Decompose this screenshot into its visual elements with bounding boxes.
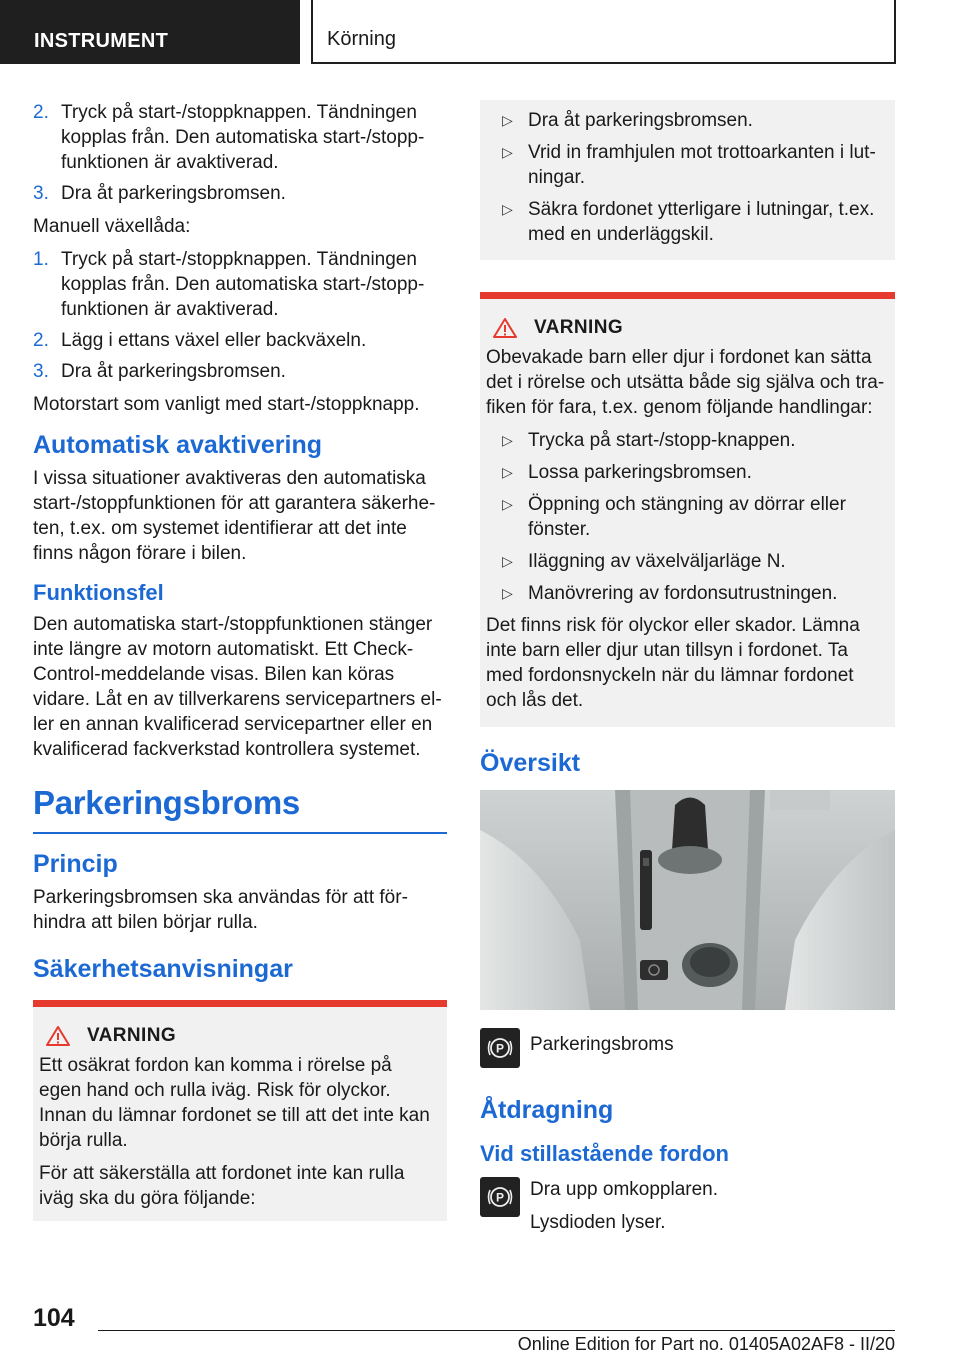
chapter-tab: Körning bbox=[311, 0, 896, 64]
list-item: ▷ Dra åt parkeringsbromsen. bbox=[502, 110, 753, 131]
list-item: 3. Dra åt parkeringsbromsen. bbox=[33, 183, 286, 204]
triangle-bullet-icon: ▷ bbox=[502, 585, 513, 601]
list-item: ▷ Säkra fordonet ytterligare i lutningar, t.ex. med en underläggskil. bbox=[502, 199, 875, 245]
steps-list-automatic bbox=[33, 100, 447, 206]
steps-list-manual bbox=[33, 247, 447, 384]
auto-deactivation-heading: Automatisk avaktivering bbox=[33, 431, 322, 459]
warning-intro: Obevakade barn eller djur i fordonet kan sätta det i rörelse och utsätta både sig själva och tra-fiken för fara, t.ex. genom följande handlingar: bbox=[486, 347, 885, 418]
principle-text: Parkeringsbromsen ska användas för att för-hindra att bilen börjar rulla. bbox=[33, 887, 408, 933]
list-item: ▷ Lossa parkeringsbromsen. bbox=[502, 462, 752, 483]
warning-text: Ett osäkrat fordon kan komma i rörelse på egen hand och rulla iväg. Risk för olyckor. Innan du lämnar fordonet se till att det inte kan börja rulla. bbox=[39, 1055, 430, 1151]
auto-deactivation-text: I vissa situationer avaktiveras den automatiska start-/stoppfunktionen för att garantera säkerhe-ten, t.ex. om systemet identifierar att det inte finns någon förare i bilen. bbox=[33, 468, 436, 564]
list-item: ▷ Iläggning av växelväljarläge N. bbox=[502, 551, 786, 572]
warning-triangle-icon bbox=[45, 1025, 71, 1047]
triangle-bullet-icon: ▷ bbox=[502, 112, 513, 128]
list-item: ▷ Manövrering av fordonsutrustningen. bbox=[502, 583, 838, 604]
title-divider bbox=[33, 832, 447, 834]
malfunction-heading: Funktionsfel bbox=[33, 580, 164, 605]
list-item: ▷ Öppning och stängning av dörrar eller fönster. bbox=[502, 494, 846, 540]
warning-outro: Det finns risk för olyckor eller skador. Lämna inte barn eller djur utan tillsyn i fordonet. Ta med fordonsnyckeln när du lämnar fordonet och lås det. bbox=[486, 615, 860, 711]
triangle-bullet-icon: ▷ bbox=[502, 553, 513, 569]
warning-box bbox=[33, 1000, 447, 1221]
principle-heading: Princip bbox=[33, 850, 118, 878]
list-item: 1. Tryck på start-/stoppknappen. Tändningen kopplas från. Den automatiska start-/stopp-funktionen är avaktiverad. bbox=[33, 249, 425, 320]
bullet-list bbox=[486, 428, 887, 606]
left-column bbox=[33, 100, 447, 1221]
motorstart-text: Motorstart som vanligt med start-/stoppknapp. bbox=[33, 394, 420, 415]
warning-text: För att säkerställa att fordonet inte kan rulla iväg ska du göra följande: bbox=[39, 1163, 405, 1209]
warning-label: VARNING bbox=[87, 1025, 177, 1046]
right-column bbox=[480, 100, 895, 1249]
triangle-bullet-icon: ▷ bbox=[502, 464, 513, 480]
page-number: 104 bbox=[33, 1304, 75, 1332]
list-item: 2. Lägg i ettans växel eller backväxeln. bbox=[33, 330, 367, 351]
triangle-bullet-icon: ▷ bbox=[502, 144, 513, 160]
parking-brake-icon bbox=[480, 1177, 520, 1217]
malfunction-text: Den automatiska start-/stoppfunktionen stänger inte längre av motorn automatiskt. Ett Check-Control-meddelande visas. Bilen kan köras vidare. Låt en av tillverkarens servicepartners el-ler en annan kvalificerad servicepartner eller en kvalificerad fackverkstad kontrollera systemet. bbox=[33, 614, 442, 760]
parking-brake-icon bbox=[480, 1028, 520, 1068]
warning-header bbox=[39, 1025, 439, 1047]
instruction-text bbox=[530, 1177, 718, 1243]
manual-gearbox-label: Manuell växellåda: bbox=[33, 216, 191, 237]
triangle-bullet-icon: ▷ bbox=[502, 432, 513, 448]
parking-brake-title: Parkeringsbroms bbox=[33, 784, 300, 821]
warning-box-children bbox=[480, 292, 895, 727]
list-item: 3. Dra åt parkeringsbromsen. bbox=[33, 361, 286, 382]
section-tab: INSTRUMENT bbox=[0, 0, 300, 64]
list-item: ▷ Trycka på start-/stopp-knappen. bbox=[502, 430, 796, 451]
instruction-step: Dra upp omkopplaren. bbox=[530, 1179, 718, 1200]
page-header bbox=[0, 0, 960, 66]
instruction-result: Lysdioden lyser. bbox=[530, 1212, 666, 1233]
overview-heading: Översikt bbox=[480, 749, 581, 777]
edition-text: Online Edition for Part no. 01405A02AF8 - II/20 bbox=[517, 1334, 895, 1354]
photo-caption-row bbox=[480, 1028, 895, 1068]
svg-text:P: P bbox=[495, 1190, 505, 1205]
applying-heading: Åtdragning bbox=[480, 1096, 614, 1124]
instruction-row bbox=[480, 1177, 895, 1243]
triangle-bullet-icon: ▷ bbox=[502, 201, 513, 217]
list-item: ▷ Vrid in framhjulen mot trottoarkanten i lut-ningar. bbox=[502, 142, 876, 188]
continuation-box bbox=[480, 100, 895, 260]
triangle-bullet-icon: ▷ bbox=[502, 496, 513, 512]
svg-text:P: P bbox=[495, 1041, 505, 1056]
warning-header bbox=[486, 317, 887, 339]
warning-label: VARNING bbox=[534, 317, 624, 338]
warning-triangle-icon bbox=[492, 317, 518, 339]
bullet-list bbox=[486, 108, 887, 247]
standing-vehicle-heading: Vid stillastående fordon bbox=[480, 1141, 729, 1166]
footer-divider bbox=[98, 1330, 895, 1331]
list-item: 2. Tryck på start-/stoppknappen. Tändningen kopplas från. Den automatiska start-/stopp-funktionen är avaktiverad. bbox=[33, 102, 425, 173]
safety-heading: Säkerhetsanvisningar bbox=[33, 955, 293, 983]
center-console-photo bbox=[480, 790, 895, 1010]
photo-caption: Parkeringsbroms bbox=[530, 1034, 674, 1055]
page-footer bbox=[0, 1290, 960, 1362]
